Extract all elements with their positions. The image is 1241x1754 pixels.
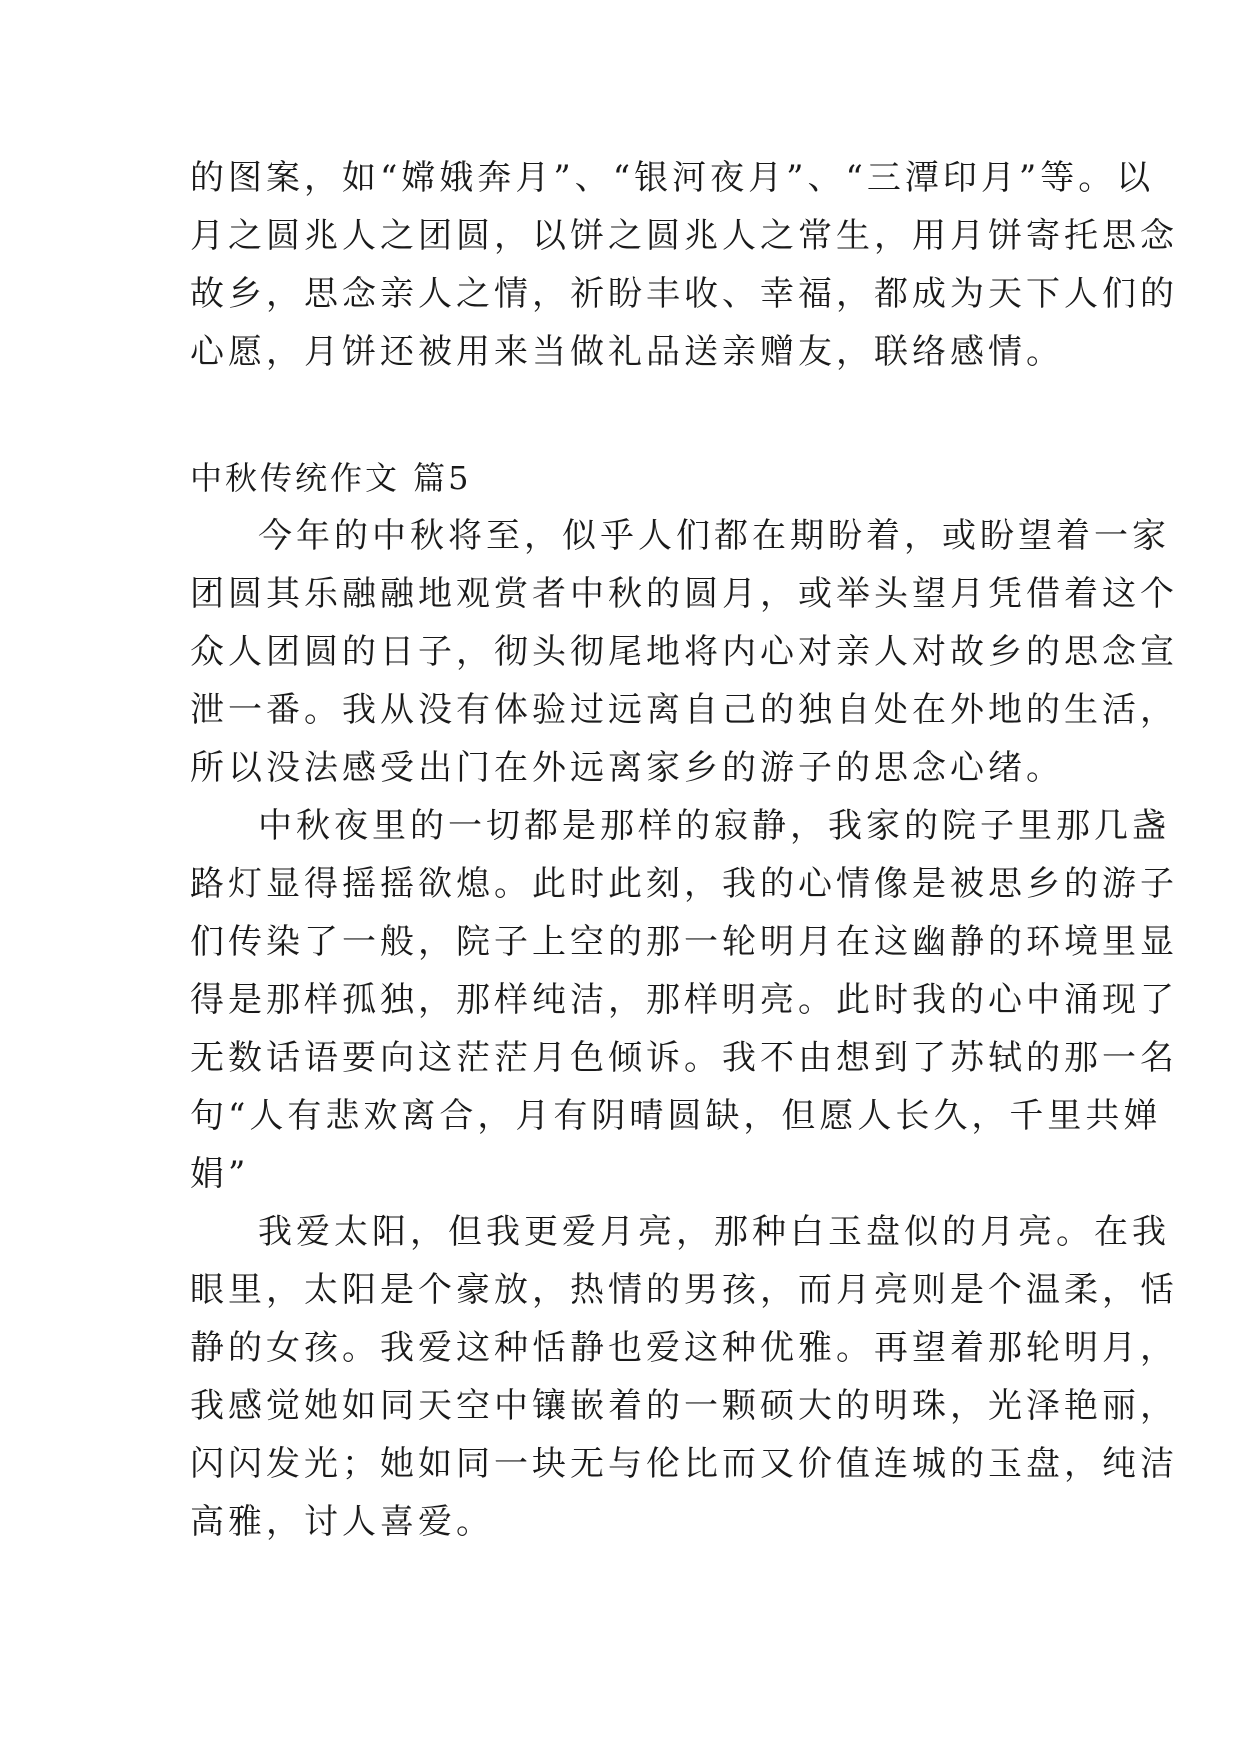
text-line: 高雅，讨人喜爱。 bbox=[190, 1502, 494, 1542]
paragraph-1 bbox=[190, 507, 1178, 797]
text-line: 句“人有悲欢离合，月有阴晴圆缺，但愿人长久，千里共婵 bbox=[190, 1096, 1162, 1136]
text-line: 今年的中秋将至，似乎人们都在期盼着，或盼望着一家 bbox=[258, 516, 1170, 556]
text-line: 月之圆兆人之团圆，以饼之圆兆人之常生，用月饼寄托思念 bbox=[190, 216, 1178, 256]
paragraph-2 bbox=[190, 797, 1178, 1203]
text-line: 故乡，思念亲人之情，祈盼丰收、幸福，都成为天下人们的 bbox=[190, 274, 1178, 314]
text-line: 团圆其乐融融地观赏者中秋的圆月，或举头望月凭借着这个 bbox=[190, 574, 1178, 614]
text-line: 路灯显得摇摇欲熄。此时此刻，我的心情像是被思乡的游子 bbox=[190, 864, 1178, 904]
continued-paragraph bbox=[190, 149, 1178, 381]
text-line: 们传染了一般，院子上空的那一轮明月在这幽静的环境里显 bbox=[190, 922, 1178, 962]
text-line: 泄一番。我从没有体验过远离自己的独自处在外地的生活， bbox=[190, 690, 1178, 730]
text-line: 我爱太阳，但我更爱月亮，那种白玉盘似的月亮。在我 bbox=[258, 1212, 1170, 1252]
text-line: 得是那样孤独，那样纯洁，那样明亮。此时我的心中涌现了 bbox=[190, 980, 1178, 1020]
section-title: 中秋传统作文 篇5 bbox=[190, 459, 472, 497]
text-line: 眼里，太阳是个豪放，热情的男孩，而月亮则是个温柔，恬 bbox=[190, 1270, 1178, 1310]
text-line: 娟” bbox=[190, 1154, 250, 1194]
text-line: 无数话语要向这茫茫月色倾诉。我不由想到了苏轼的那一名 bbox=[190, 1038, 1178, 1078]
text-line: 众人团圆的日子，彻头彻尾地将内心对亲人对故乡的思念宣 bbox=[190, 632, 1178, 672]
text-line: 静的女孩。我爱这种恬静也爱这种优雅。再望着那轮明月， bbox=[190, 1328, 1178, 1368]
text-line: 闪闪发光；她如同一块无与伦比而又价值连城的玉盘，纯洁 bbox=[190, 1444, 1178, 1484]
text-line: 我感觉她如同天空中镶嵌着的一颗硕大的明珠，光泽艳丽， bbox=[190, 1386, 1178, 1426]
text-line: 中秋夜里的一切都是那样的寂静，我家的院子里那几盏 bbox=[258, 806, 1170, 846]
text-line: 心愿，月饼还被用来当做礼品送亲赠友，联络感情。 bbox=[190, 332, 1064, 372]
text-line: 的图案，如“嫦娥奔月”、“银河夜月”、“三潭印月”等。以 bbox=[190, 158, 1155, 198]
paragraph-3 bbox=[190, 1203, 1178, 1551]
text-line: 所以没法感受出门在外远离家乡的游子的思念心绪。 bbox=[190, 748, 1064, 788]
